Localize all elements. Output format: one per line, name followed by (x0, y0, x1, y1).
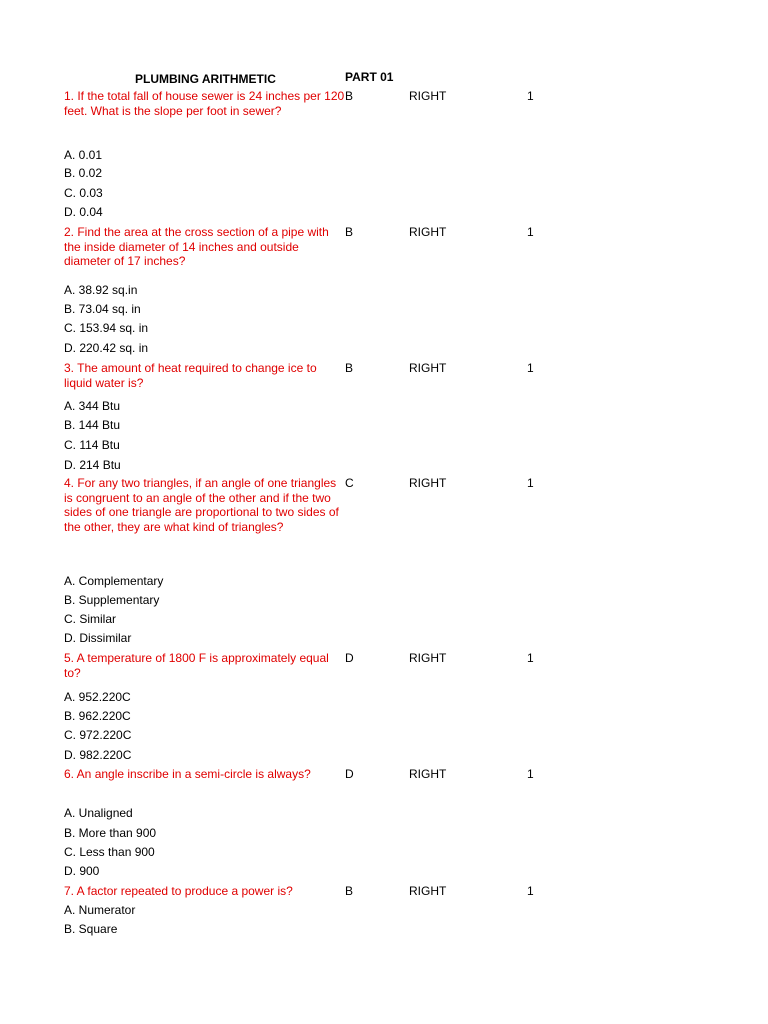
question-1-result: RIGHT (409, 89, 447, 103)
question-3-answer: B (345, 361, 354, 375)
question-2-score: 1 (527, 225, 534, 239)
question-5-result: RIGHT (409, 651, 447, 665)
question-3-result: RIGHT (409, 361, 447, 375)
question-2-result: RIGHT (409, 225, 447, 239)
page-title: PLUMBING ARITHMETIC (135, 72, 276, 86)
question-7-option-b: B. Square (64, 922, 118, 936)
question-2-option-b: B. 73.04 sq. in (64, 302, 141, 316)
question-4-answer: C (345, 476, 354, 490)
question-2-answer: B (345, 225, 354, 239)
question-2-text: 2. Find the area at the cross section of a pipe with the inside diameter of 14 inches and outside diameter of 17 inches? (64, 225, 329, 268)
question-1-option-d: D. 0.04 (64, 205, 103, 219)
question-7-option-a: A. Numerator (64, 903, 136, 917)
question-5-option-b: B. 962.220C (64, 709, 131, 723)
question-6-answer: D (345, 767, 354, 781)
question-6-score: 1 (527, 767, 534, 781)
question-5-option-a: A. 952.220C (64, 690, 131, 704)
question-1-score: 1 (527, 89, 534, 103)
question-4-option-a: A. Complementary (64, 574, 164, 588)
question-5-option-d: D. 982.220C (64, 748, 132, 762)
question-5-option-c: C. 972.220C (64, 728, 132, 742)
question-7-score: 1 (527, 884, 534, 898)
question-6-option-a: A. Unaligned (64, 806, 133, 820)
question-7-answer: B (345, 884, 354, 898)
question-4-text: 4. For any two triangles, if an angle of one triangles is congruent to an angle of the other and if the two sides of one triangle are proportional to two sides of the other, they are what kind of triangles? (64, 476, 339, 534)
question-5-text: 5. A temperature of 1800 F is approximately equal to? (64, 651, 329, 680)
question-5-answer: D (345, 651, 354, 665)
question-2-option-d: D. 220.42 sq. in (64, 341, 149, 355)
question-3-text: 3. The amount of heat required to change ice to liquid water is? (64, 361, 317, 390)
question-6-result: RIGHT (409, 767, 447, 781)
question-2-option-a: A. 38.92 sq.in (64, 283, 138, 297)
question-6-option-b: B. More than 900 (64, 826, 157, 840)
question-3-score: 1 (527, 361, 534, 375)
question-1-option-a: A. 0.01 (64, 148, 103, 162)
part-label: PART 01 (345, 70, 394, 84)
question-3-option-b: B. 144 Btu (64, 418, 121, 432)
question-3-option-d: D. 214 Btu (64, 458, 121, 472)
question-1-answer: B (345, 89, 354, 103)
question-6-option-c: C. Less than 900 (64, 845, 155, 859)
question-1-option-b: B. 0.02 (64, 166, 103, 180)
question-6-option-d: D. 900 (64, 864, 100, 878)
question-7-text: 7. A factor repeated to produce a power is? (64, 884, 293, 898)
question-7-result: RIGHT (409, 884, 447, 898)
question-6-text: 6. An angle inscribe in a semi-circle is always? (64, 767, 311, 781)
question-2-option-c: C. 153.94 sq. in (64, 321, 149, 335)
question-5-score: 1 (527, 651, 534, 665)
question-4-score: 1 (527, 476, 534, 490)
question-3-option-a: A. 344 Btu (64, 399, 121, 413)
question-4-option-d: D. Dissimilar (64, 631, 132, 645)
question-1-option-c: C. 0.03 (64, 186, 103, 200)
question-4-result: RIGHT (409, 476, 447, 490)
question-1-text: 1. If the total fall of house sewer is 24 inches per 120 feet. What is the slope per foot in sewer? (64, 89, 345, 118)
question-4-option-c: C. Similar (64, 612, 117, 626)
question-4-option-b: B. Supplementary (64, 593, 160, 607)
question-3-option-c: C. 114 Btu (64, 438, 120, 452)
